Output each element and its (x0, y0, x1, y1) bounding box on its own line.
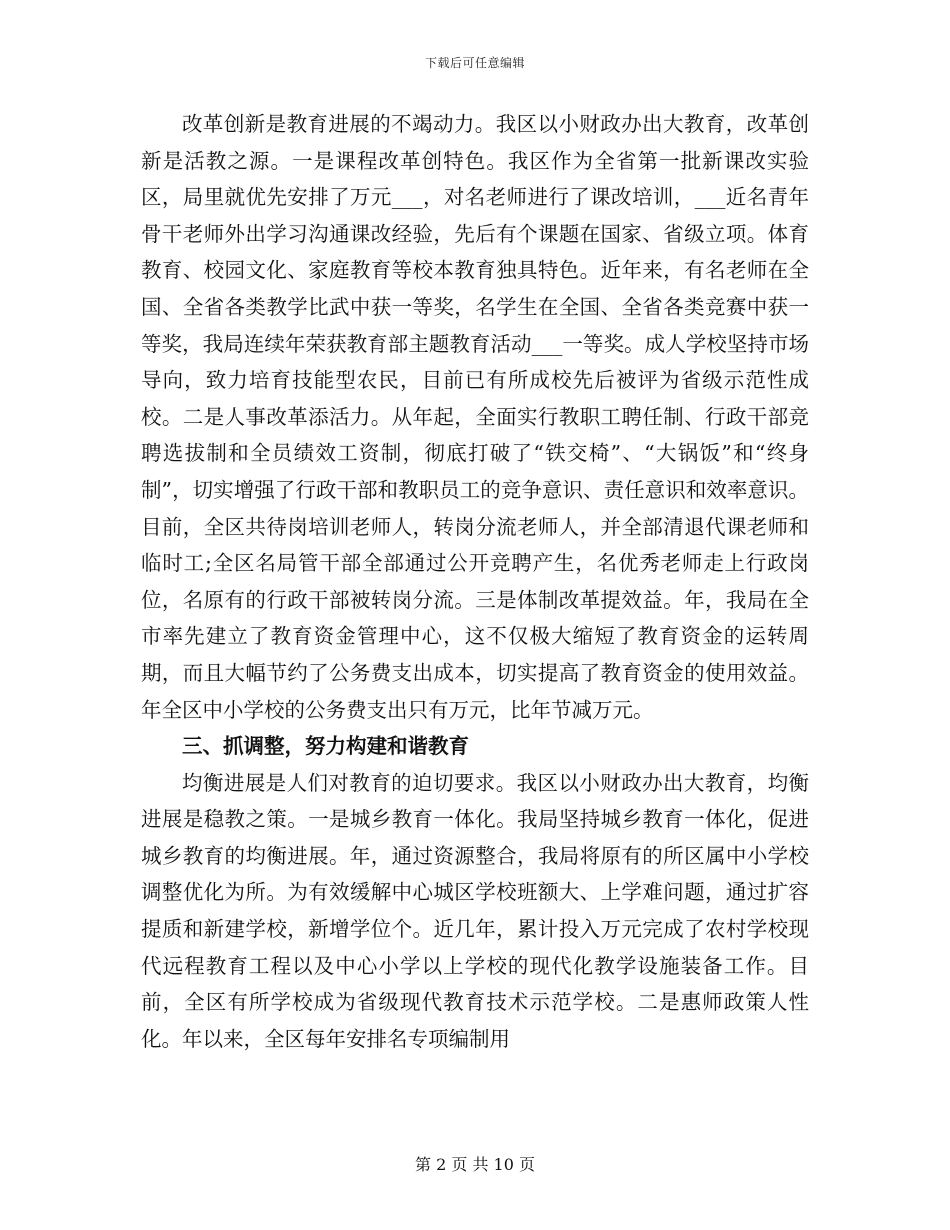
page-number-footer: 第 2 页 共 10 页 (415, 1155, 535, 1174)
body-paragraph: 均衡进展是人们对教育的迫切要求。我区以小财政办出大教育，均衡进展是稳教之策。一是城乡教育一体化。我局坚持城乡教育一体化，促进城乡教育的均衡进展。年，通过资源整合，我局将原有的所区属中小学校调整优化为所。为有效缓解中心城区学校班额大、上学难问题，通过扩容提质和新建学校，新增学位个。近几年，累计投入万元完成了农村学校现代远程教育工程以及中心小学以上学校的现代化教学设施装备工作。目前，全区有所学校成为省级现代教育技术示范学校。二是惠师政策人性化。年以来，全区每年安排名专项编制用 (141, 770, 809, 1051)
body-paragraph: 改革创新是教育进展的不竭动力。我区以小财政办出大教育，改革创新是活教之源。一是课程改革创特色。我区作为全省第一批新课改实验区，局里就优先安排了万元___，对名老师进行了课改培训，___近名青年骨干老师外出学习沟通课改经验，先后有个课题在国家、省级立项。体育教育、校园文化、家庭教育等校本教育独具特色。近年来，有名老师在全国、全省各类教学比武中获一等奖，名学生在全国、全省各类竞赛中获一等奖，我局连续年荣获教育部主题教育活动___一等奖。成人学校坚持市场导向，致力培育技能型农民，目前已有所成校先后被评为省级示范性成校。二是人事改革添活力。从年起，全面实行教职工聘任制、行政干部竞聘选拔制和全员绩效工资制，彻底打破了“铁交椅”、“大锅饭”和“终身制”，切实增强了行政干部和教职员工的竞争意识、责任意识和效率意识。目前，全区共待岗培训老师人，转岗分流老师人，并全部清退代课老师和临时工;全区名局管干部全部通过公开竞聘产生，名优秀老师走上行政岗位，名原有的行政干部被转岗分流。三是体制改革提效益。年，我局在全市率先建立了教育资金管理中心，这不仅极大缩短了教育资金的运转周期，而且大幅节约了公务费支出成本，切实提高了教育资金的使用效益。年全区中小学校的公务费支出只有万元，比年节减万元。 (141, 112, 809, 722)
page-header: 下载后可任意编辑 (424, 56, 525, 70)
section-heading: 三、抓调整，努力构建和谐教育 (182, 734, 469, 759)
document-body (141, 106, 809, 1057)
